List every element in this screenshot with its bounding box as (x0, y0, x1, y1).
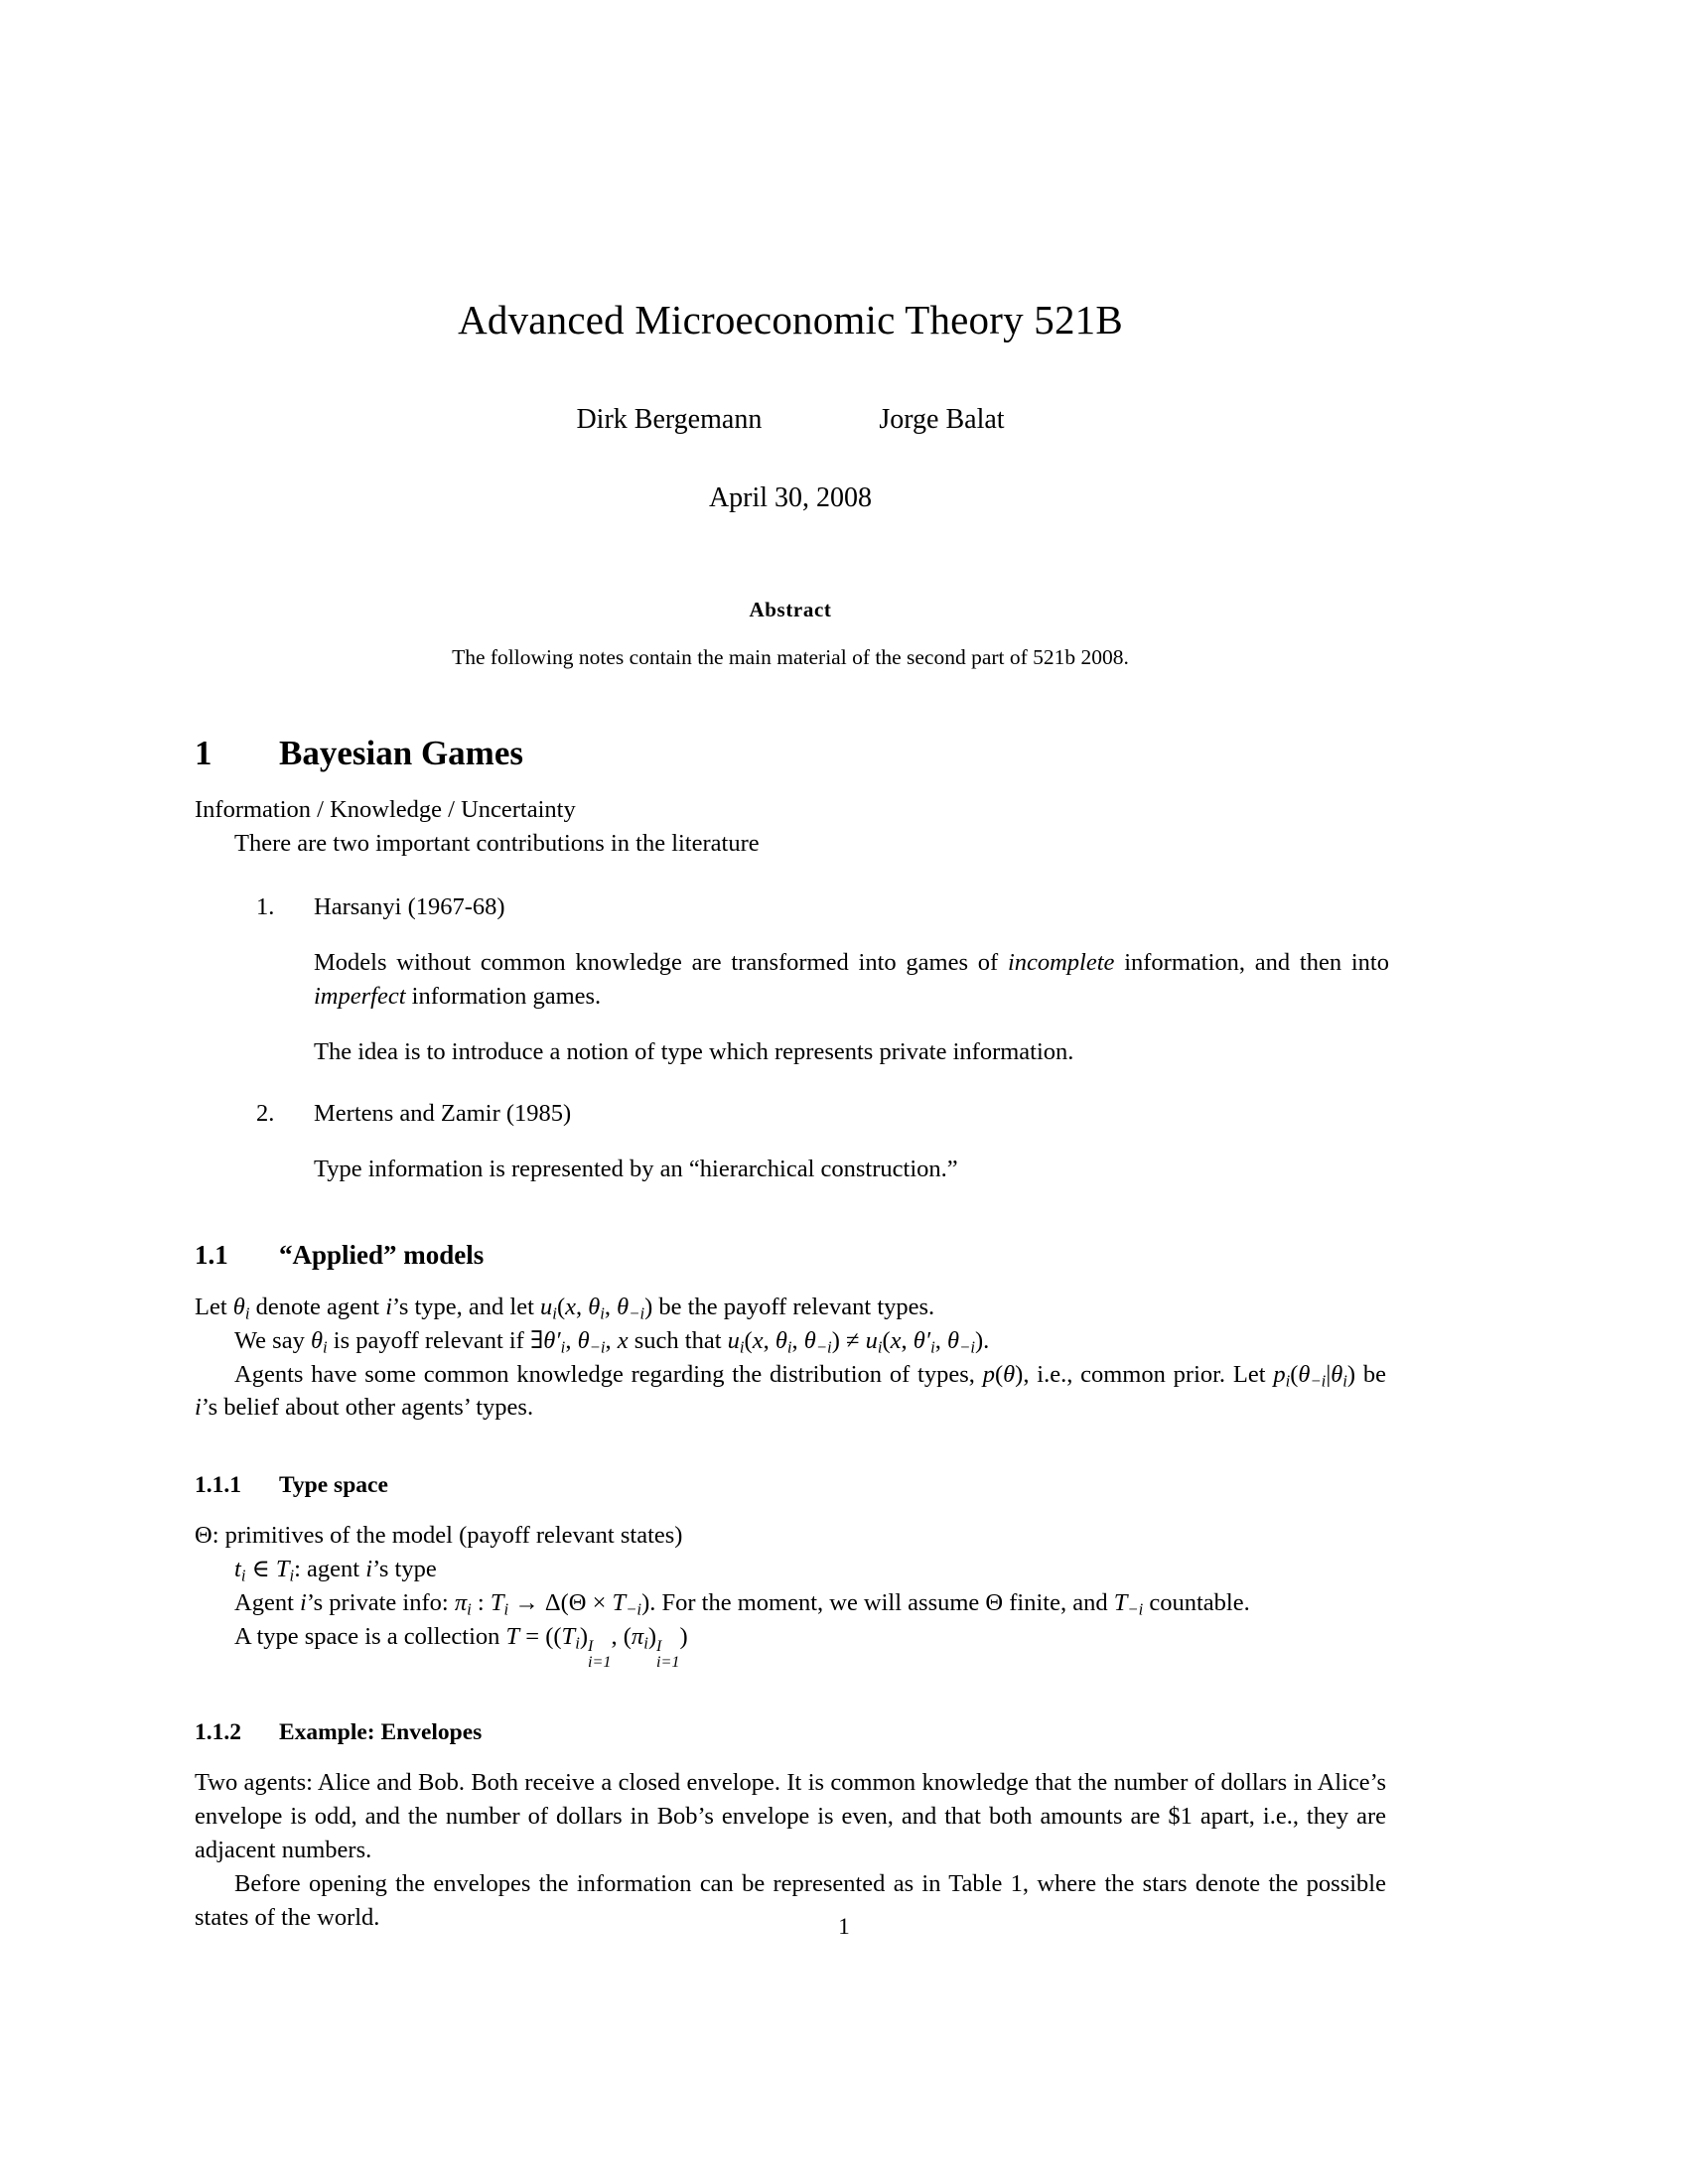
section-1-1-2-para-1: Two agents: Alice and Bob. Both receive a closed envelope. It is common knowledge that the number of dollars in Alice’s envelope is odd, and the number of dollars in Bob’s envelope is even, and that both amounts are $1 apart, i.e., they are adjacent numbers. (195, 1768, 1386, 1863)
heading-section-1-1-1 (195, 1472, 1386, 1499)
author-1: Dirk Bergemann (576, 404, 763, 436)
abstract-section (195, 598, 1386, 672)
contributions-list (195, 890, 1389, 1186)
page-title: Advanced Microeconomic Theory 521B (458, 297, 1123, 342)
section-1-1-1-number: 1.1.1 (195, 1472, 241, 1499)
list-item (238, 890, 1389, 1069)
section-1-1-number: 1.1 (195, 1239, 228, 1270)
section-1-1-2-title: Example: Envelopes (279, 1718, 483, 1745)
section-1-1-1-line-2: $t_i$ ∈ $T_i$: agent i’s type (234, 1556, 437, 1585)
section-1-1-2-para-2: Before opening the envelopes the information can be represented as in Table 1, where the stars denote the possible states of the world. (195, 1869, 1386, 1931)
section-1-1-1-line-3: Agent i’s private info: $\pi_i$ : $T_i \to \Delta(\Theta \times T_{-i})$. For the moment, we will assume Θ finite, and $T_{-i}$ countable. (234, 1589, 1250, 1619)
list-item-2-title: Mertens and Zamir (1985) (314, 1099, 572, 1127)
section-1-title: Bayesian Games (279, 734, 523, 773)
list-item-1-para-2: The idea is to introduce a notion of type which represents private information. (314, 1037, 1074, 1065)
page-number: 1 (838, 1914, 850, 1939)
list-item-1-title: Harsanyi (1967-68) (314, 893, 505, 921)
publication-date: April 30, 2008 (708, 482, 873, 514)
list-marker-2: 2. (256, 1099, 275, 1127)
abstract-heading: Abstract (749, 598, 832, 622)
section-1-number: 1 (195, 734, 212, 773)
page-content (195, 0, 1389, 1935)
section-1-1-1-title: Type space (279, 1472, 388, 1499)
author-2: Jorge Balat (879, 404, 1005, 436)
list-marker-1: 1. (256, 893, 275, 921)
abstract-text: The following notes contain the main material of the second part of 521b 2008. (452, 645, 1129, 670)
list-item (238, 1097, 1386, 1186)
section-1-1-1-line-1: Θ: primitives of the model (payoff relevant states) (195, 1522, 683, 1550)
section-1-1-1-line-4: A type space is a collection $T = ((T_i)$ I i=1 , $(\pi_i)$ I i=1 ) (234, 1623, 688, 1672)
list-item-2-para-1: Type information is represented by an “hierarchical construction.” (314, 1155, 958, 1182)
heading-section-1 (195, 734, 1386, 773)
heading-section-1-1-2 (195, 1719, 1386, 1746)
section-1-1-para-2: We say $\theta_i$ is payoff relevant if $\exists\theta'_i$, $\theta_{-i}$, x such that $u_i(x$, $\theta_i$, $\theta_{-i}) \ne u_i(x$, $\theta'_i$, $\theta_{-i}$). (234, 1326, 990, 1357)
heading-section-1-1 (195, 1240, 1386, 1271)
author-list (195, 404, 1386, 436)
section-1-1-para-1: Let $\theta_i$ denote agent i’s type, and let $u_i(x$, $\theta_i$, $\theta_{-i}$) be the payoff relevant types. (195, 1293, 935, 1323)
section-1-line-1: Information / Knowledge / Uncertainty (195, 796, 576, 824)
list-item-1-para-1: Models without common knowledge are transformed into games of incomplete information, and then into imperfect information games. (314, 949, 1389, 1010)
section-1-1-para-3: Agents have some common knowledge regarding the distribution of types, p(θ), i.e., common prior. Let $p_i(\theta_{-i}|\theta_i)$ be i’s belief about other agents’ types. (195, 1360, 1387, 1422)
section-1-1-2-number: 1.1.2 (195, 1718, 241, 1745)
section-1-line-2: There are two important contributions in the literature (234, 830, 760, 858)
section-1-1-title: “Applied” models (279, 1239, 485, 1270)
